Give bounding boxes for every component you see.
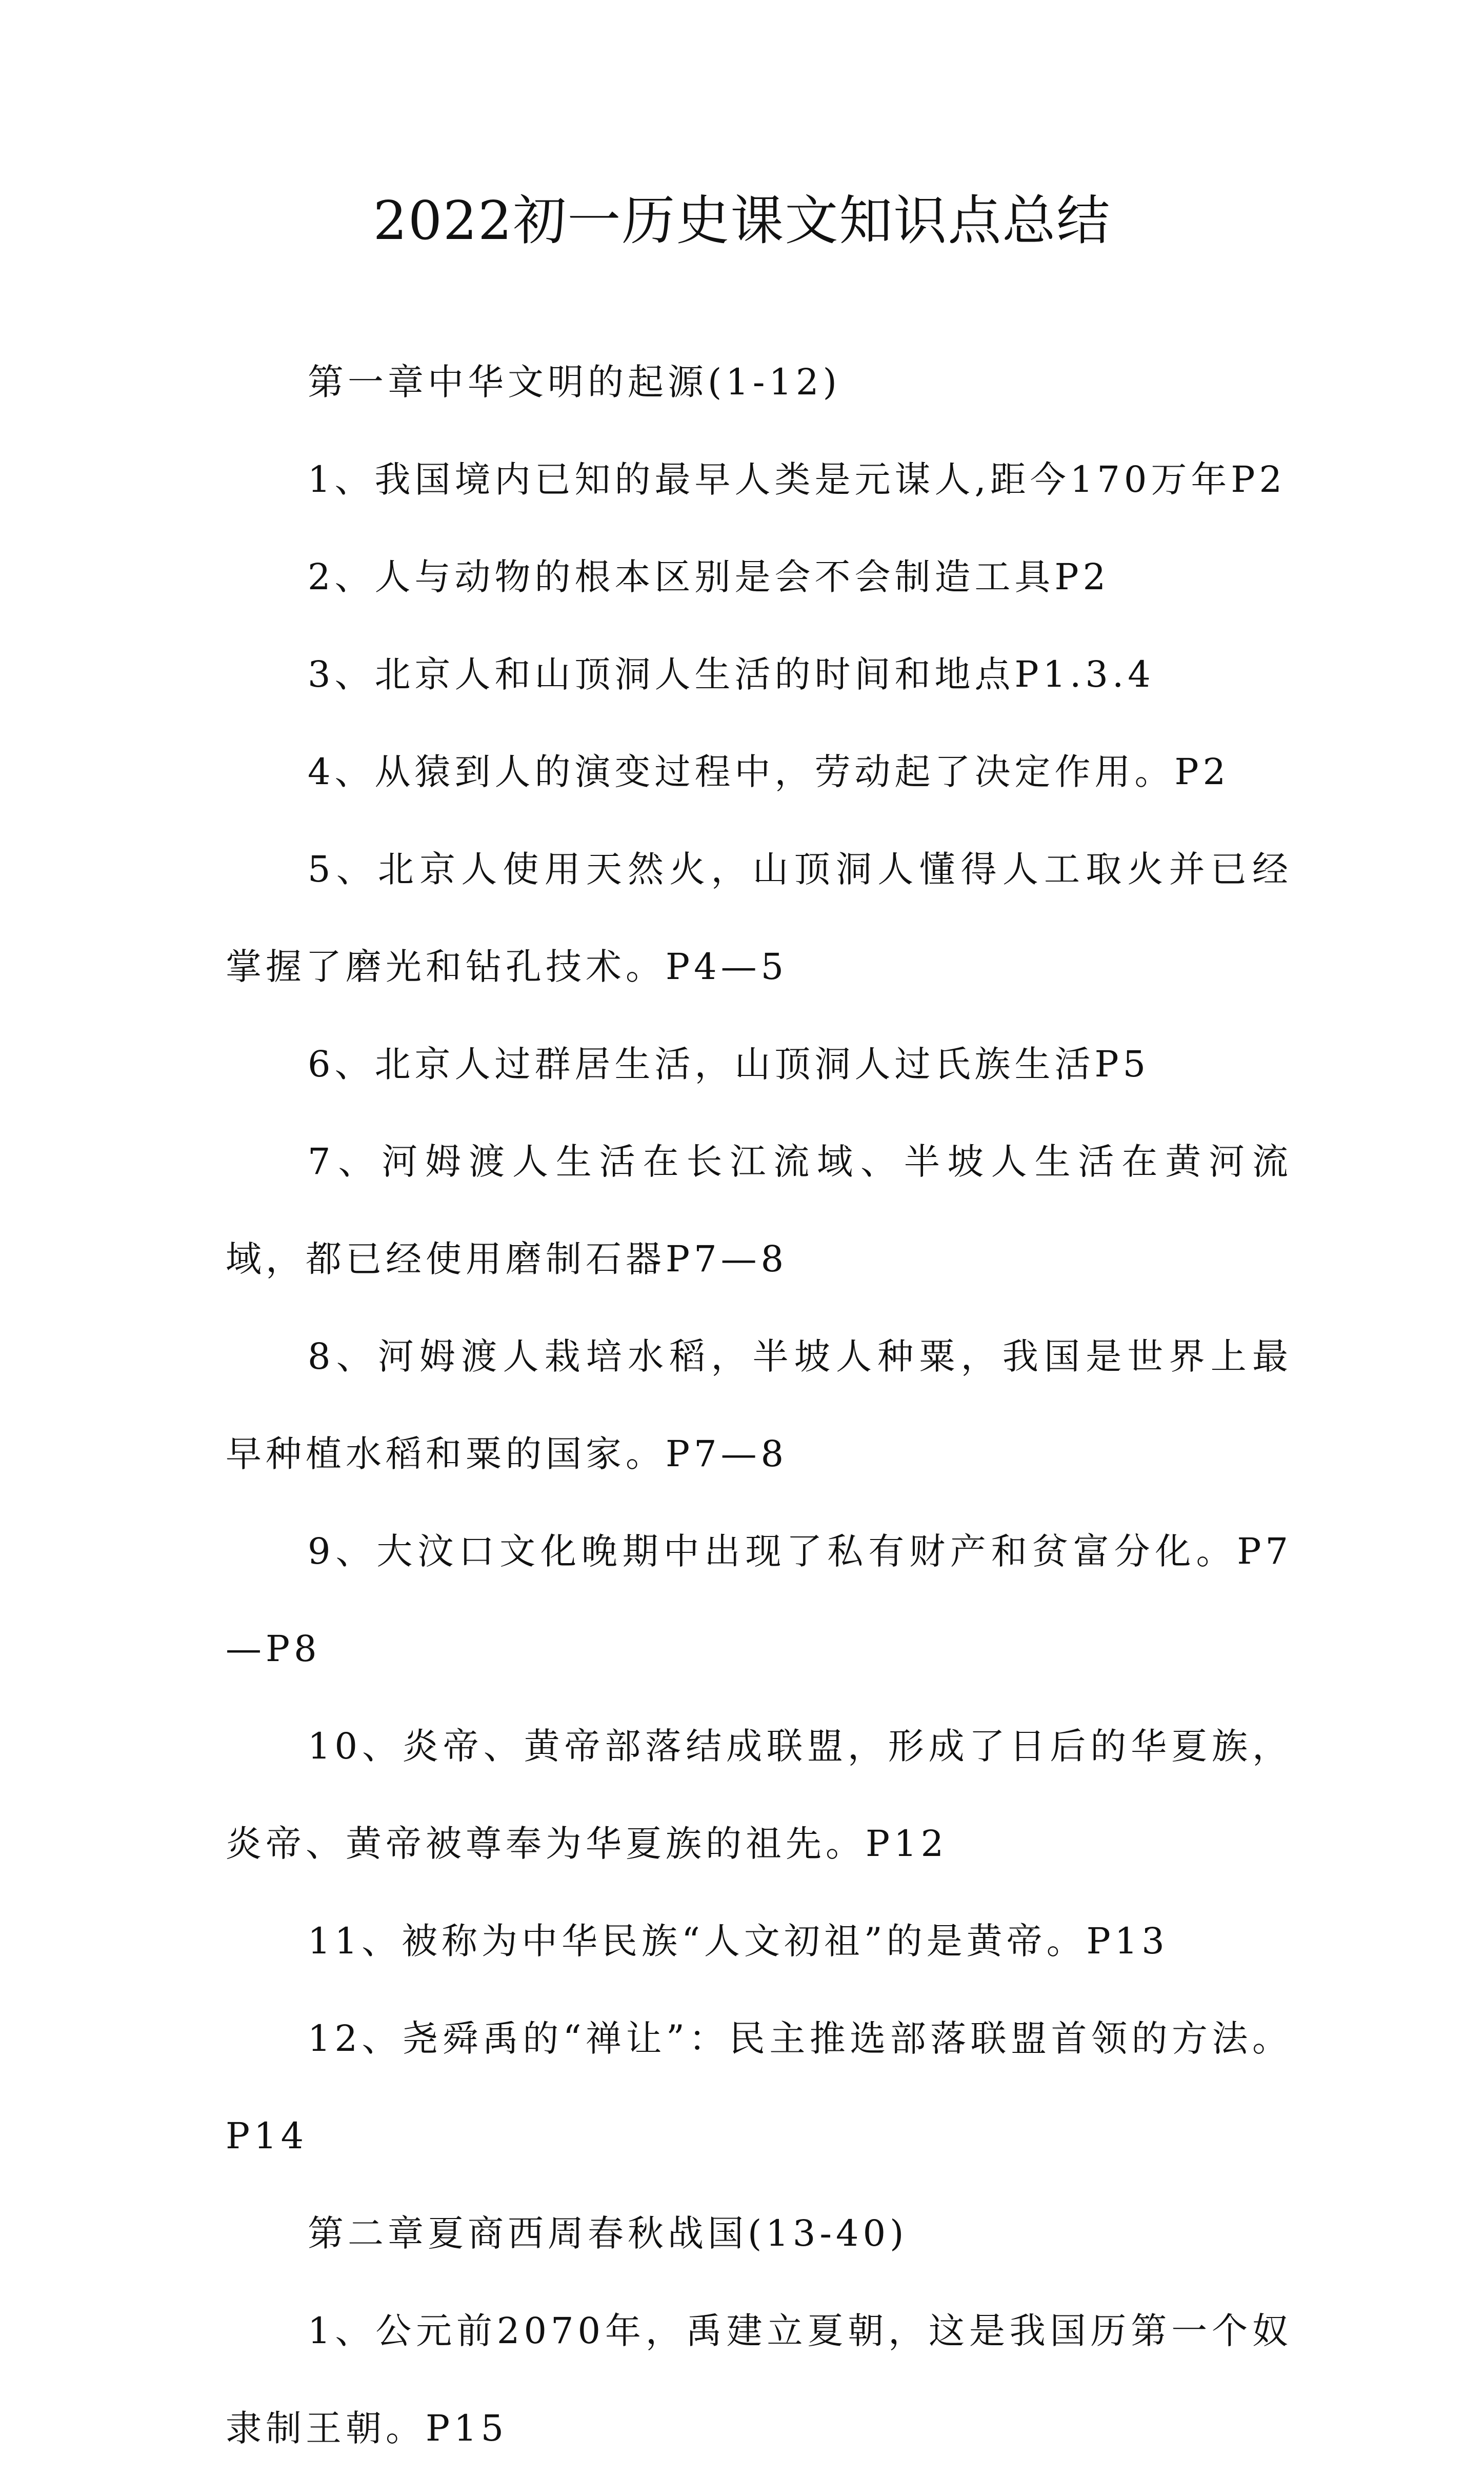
list-item: 7、河姆渡人生活在长江流域、半坡人生活在黄河流域，都已经使用磨制石器P7—8: [226, 1141, 1292, 1280]
document-title: 2022初一历史课文知识点总结: [373, 189, 1111, 252]
list-item: 11、被称为中华民族“人文初祖”的是黄帝。P13: [308, 1920, 1169, 1962]
list-item: 6、北京人过群居生活，山顶洞人过氏族生活P5: [308, 1043, 1150, 1085]
list-item: 9、大汶口文化晚期中出现了私有财产和贫富分化。P7—P8: [226, 1530, 1292, 1670]
document-body: [226, 333, 1292, 2477]
list-item: 10、炎帝、黄帝部落结成联盟，形成了日后的华夏族，炎帝、黄帝被尊奉为华夏族的祖先。P12: [226, 1725, 1292, 1865]
list-item: 12、尧舜禹的“禅让”：民主推选部落联盟首领的方法。P14: [226, 2017, 1292, 2157]
list-item: 4、从猿到人的演变过程中，劳动起了决定作用。P2: [308, 751, 1230, 793]
list-item: 3、北京人和山顶洞人生活的时间和地点P1.3.4: [308, 653, 1155, 695]
list-item: 8、河姆渡人栽培水稻，半坡人种粟，我国是世界上最早种植水稻和粟的国家。P7—8: [226, 1335, 1292, 1475]
list-item: 1、公元前2070年，禹建立夏朝，这是我国历第一个奴隶制王朝。P15: [226, 2310, 1292, 2449]
chapter-heading: 第一章中华文明的起源(1-12): [308, 361, 841, 403]
list-item: 1、我国境内已知的最早人类是元谋人,距今170万年P2: [308, 458, 1287, 501]
chapter-heading: 第二章夏商西周春秋战国(13-40): [308, 2212, 908, 2254]
list-item: 5、北京人使用天然火，山顶洞人懂得人工取火并已经掌握了磨光和钻孔技术。P4—5: [226, 848, 1292, 988]
list-item: 2、人与动物的根本区别是会不会制造工具P2: [308, 556, 1110, 598]
